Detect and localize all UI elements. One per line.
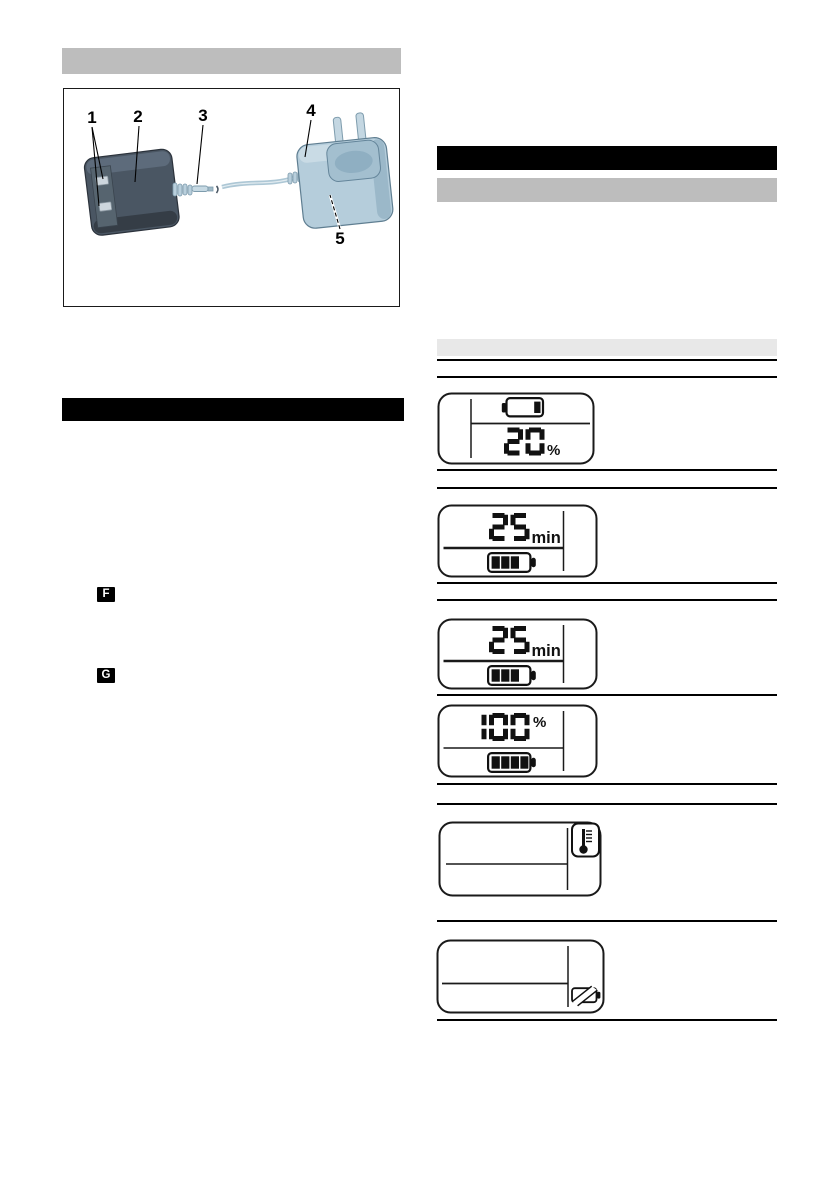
table-rule <box>437 376 777 378</box>
figure-label-2: 2 <box>133 107 143 126</box>
display-temperature-warning <box>438 821 602 897</box>
table-rule <box>437 1019 777 1021</box>
section-header-bar <box>62 398 404 421</box>
unit-label: min <box>531 642 561 660</box>
table-rule <box>437 359 777 361</box>
charger-figure <box>63 88 400 307</box>
figure-caption-bar <box>62 48 401 74</box>
subsection-header-bar <box>437 178 777 202</box>
unit-label: % <box>533 714 547 731</box>
cable-plug <box>192 186 208 192</box>
cable-strain-relief-left <box>173 183 192 196</box>
table-rule <box>437 487 777 489</box>
plug-gap-mark <box>217 186 219 193</box>
leader-3 <box>197 125 203 184</box>
table-rule <box>437 582 777 584</box>
display-fully-charged-100 <box>437 704 598 778</box>
display-charge-state-20 <box>437 392 595 465</box>
charge-contact-2 <box>99 202 112 211</box>
figure-label-4: 4 <box>306 101 316 120</box>
display-charging-time-25min <box>437 618 598 690</box>
margin-reference-f: F <box>97 587 115 602</box>
margin-reference-g: G <box>97 668 115 683</box>
display-battery-defect <box>436 939 605 1014</box>
chapter-header-bar <box>437 146 777 170</box>
unit-label: min <box>531 529 561 547</box>
figure-label-1: 1 <box>87 108 97 127</box>
table-header-bar <box>437 339 777 356</box>
table-rule <box>437 469 777 471</box>
figure-label-3: 3 <box>198 106 208 125</box>
temperature-warning-icon <box>572 824 599 857</box>
power-supply <box>293 111 394 230</box>
table-rule <box>437 920 777 922</box>
cable-plug-tip <box>208 187 213 191</box>
display-remaining-time-25min <box>437 504 598 578</box>
charger-illustration <box>64 89 399 306</box>
table-rule <box>437 783 777 785</box>
unit-label: % <box>547 442 561 459</box>
table-rule <box>437 599 777 601</box>
table-rule <box>437 803 777 805</box>
figure-label-5: 5 <box>335 229 345 248</box>
table-rule <box>437 694 777 696</box>
